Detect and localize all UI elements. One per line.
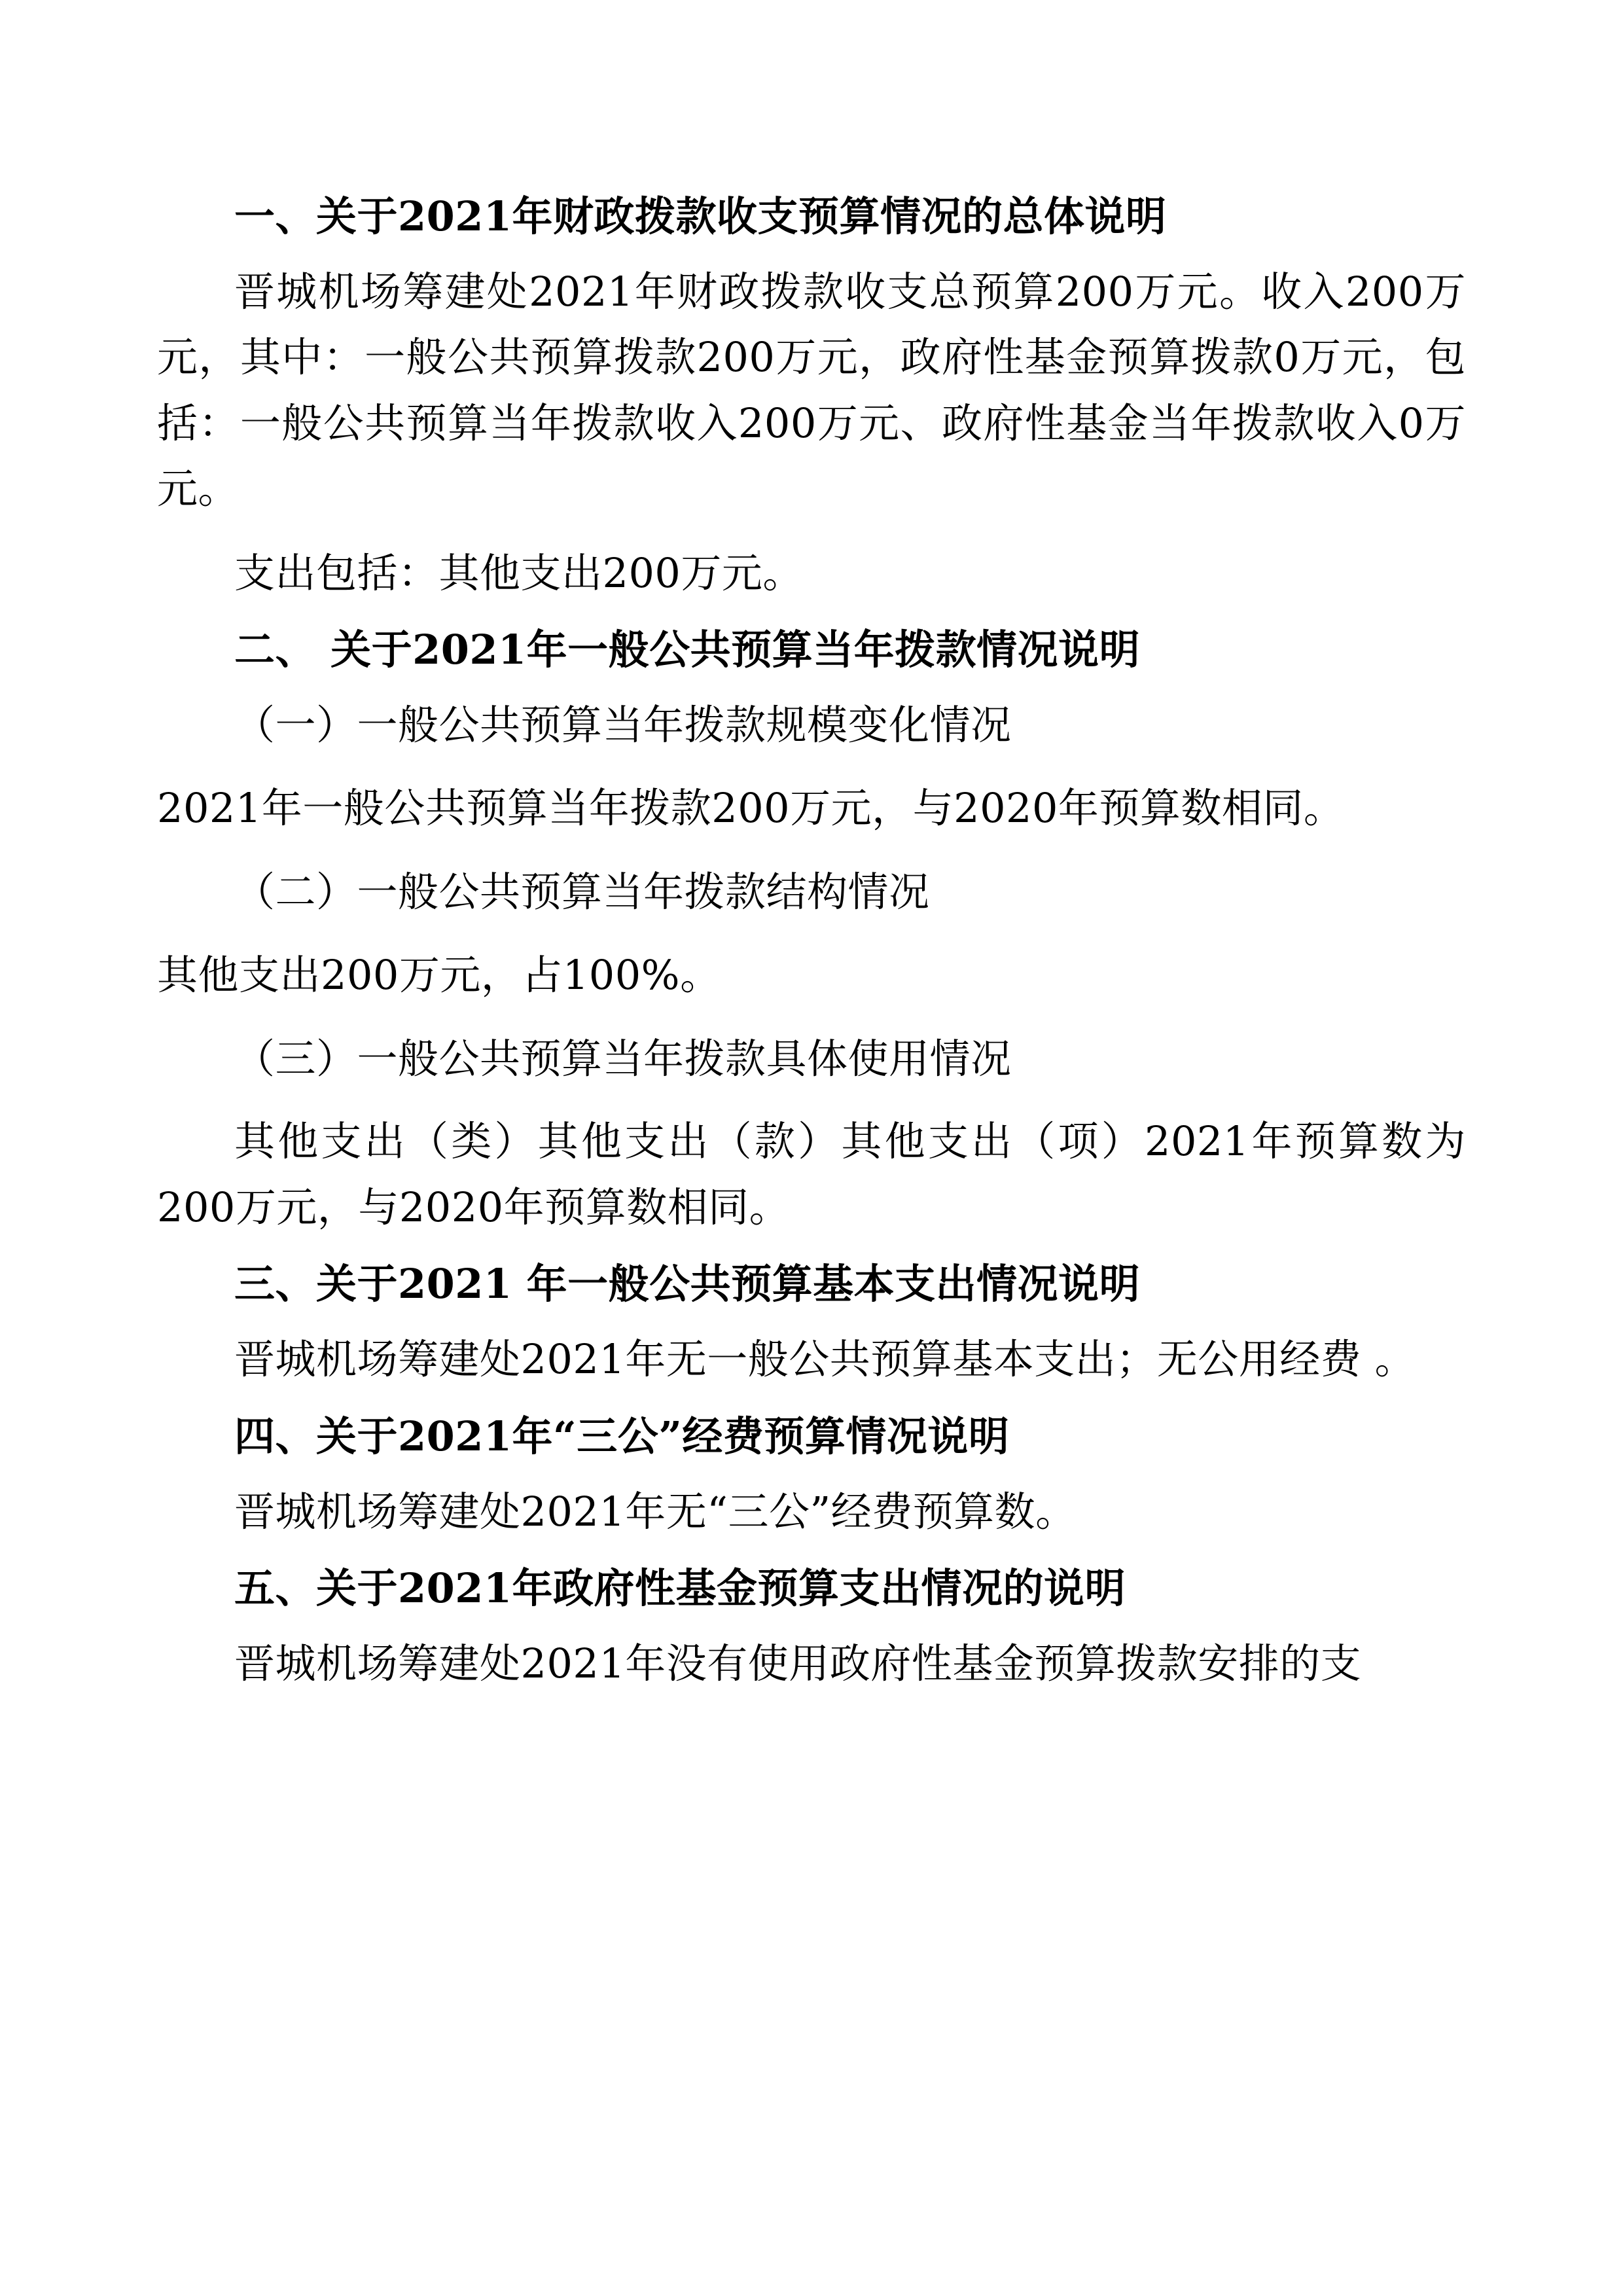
section-2-subheading-1-body: 2021年一般公共预算当年拨款200万元，与2020年预算数相同。 [157,783,1345,832]
section-2-subheading-3-body: 其他支出（类）其他支出（款）其他支出（项）2021年预算数为200万元，与2020年预算数相同。 [157,1117,1466,1231]
section-5-body: 晋城机场筹建处2021年没有使用政府性基金预算拨款安排的支 [234,1640,1362,1688]
section-heading-4: 四、关于2021年“三公”经费预算情况说明 [234,1412,1010,1460]
section-heading-5: 五、关于2021年政府性基金预算支出情况的说明 [234,1564,1126,1613]
section-2-subheading-3: （三）一般公共预算当年拨款具体使用情况 [234,1034,1012,1083]
section-2-subheading-2-body: 其他支出200万元，占100%。 [157,950,721,999]
section-1-paragraph-2: 支出包括：其他支出200万元。 [234,548,804,597]
section-heading-1: 一、关于2021年财政拨款收支预算情况的总体说明 [234,192,1167,240]
section-1-paragraph-1: 晋城机场筹建处2021年财政拨款收支总预算200万元。收入200万元，其中：一般公共预算拨款200万元，政府性基金预算拨款0万元，包括：一般公共预算当年拨款收入200万元、政府性基金当年拨款收入0万元。 [157,268,1466,513]
section-4-body: 晋城机场筹建处2021年无“三公”经费预算数。 [234,1487,1077,1535]
section-2-subheading-2: （二）一般公共预算当年拨款结构情况 [234,868,930,916]
section-2-subheading-1: （一）一般公共预算当年拨款规模变化情况 [234,701,1012,749]
document-body [157,192,1466,1715]
section-heading-2: 二、 关于2021年一般公共预算当年拨款情况说明 [234,626,1141,674]
section-heading-3: 三、关于2021 年一般公共预算基本支出情况说明 [234,1260,1141,1308]
section-3-body: 晋城机场筹建处2021年无一般公共预算基本支出；无公用经费 。 [234,1335,1416,1384]
